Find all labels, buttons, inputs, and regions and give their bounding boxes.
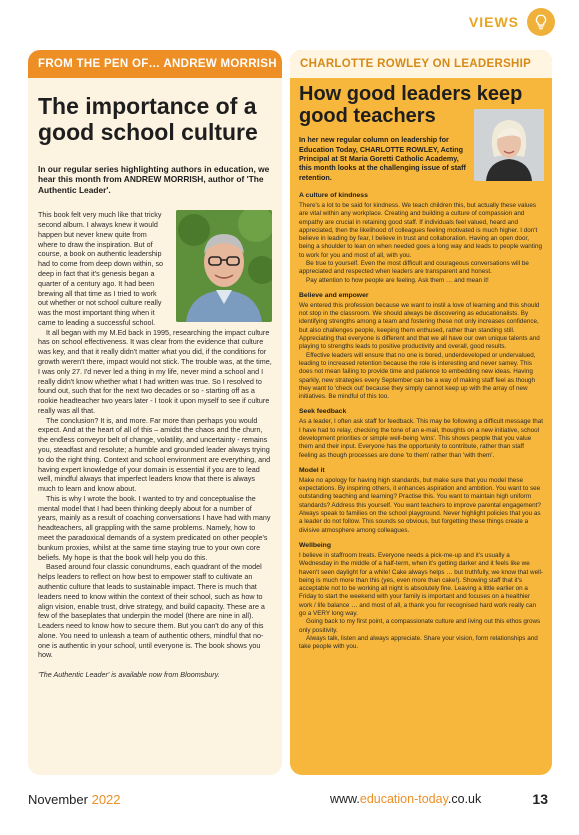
right-article xyxy=(290,50,552,775)
left-article xyxy=(28,50,282,775)
paragraph: I believe in staffroom treats. Everyone needs a pick-me-up and it's usually a Wednesday in the middle of a half-term, when it's getting darker and it feels like we haven't seen daylight for a while! Cake always helps … but truthfully, we know that well-being is much more than this (yes, even more than cake!). Showing staff that it's acceptable not to be working all night is absolutely fine. Leaving a little earlier on a Friday to start the weekend with your family is important and focuses on a healthier work / life balance … and most of all, a thank you for recognised hard work really can go a VERY long way. xyxy=(299,551,543,617)
paragraph: This is why I wrote the book. I wanted to try and conceptualise the mental model that I had been thinking deeply about for a number of years, mainly as a result of coaching conversations I have had with many headteachers, all grappling with the same problems. Namely, how to meet the paradoxical demands of a system predicated on other people's bunkum proxies, whilst at the same time staying true to your own core beliefs. My hope is that the book will help you do this. xyxy=(38,493,271,562)
paragraph: It all began with my M.Ed back in 1995, researching the impact culture has on school effectiveness. It was clear from the evidence that culture was key, and that it really didn't matter what you did, if the conditions for growth weren't there, impact would not stick. The trouble was, at the time, I was only 27. I'd never led a thing in my life, never mind a school and I really didn't know whether what I had written was true. So I resolved to found out, such that for the next two decades or so - starting off as a rookie headteacher two years later - I took it upon myself to see if culture really was all that. xyxy=(38,327,272,415)
paragraph: Always talk, listen and always appreciate. Share your vision, form relationships and take people with you. xyxy=(299,634,538,651)
author-photo xyxy=(176,210,272,322)
left-headline: The importance of a good school culture xyxy=(38,93,258,145)
paragraph: This book felt very much like that tricky second album. I always knew it would happen but never knew quite from where to draw the inspiration. But of course, a book on authentic leadership had to come from deep down within, so deep in fact that it's genesis began a quarter of a century ago. It had been brewing all that time as I tried to work out whether or not school culture really was the most important thing when it came to leading a successful school. xyxy=(38,210,164,327)
section-heading: A culture of kindness xyxy=(299,191,368,199)
url-main: education-today xyxy=(359,792,448,806)
book-credit: 'The Authentic Leader' is available now from Bloomsbury. xyxy=(38,670,220,680)
page-number: 13 xyxy=(532,791,548,807)
right-banner: CHARLOTTE ROWLEY ON LEADERSHIP xyxy=(290,50,552,78)
left-banner: FROM THE PEN OF… ANDREW MORRISH xyxy=(28,50,282,78)
url-prefix: www. xyxy=(330,792,360,806)
paragraph: As a leader, I often ask staff for feedback. This may be following a difficult message that I have had to relay, checking the tone of an e-mail, thoughts on a new initiative, school development priorities or simple well-being 'wins'. This shows people that you value them and their input. Everyone has the opportunity to contribute, rather than staff feeling as though processes are done 'to them' rather than 'with them'. xyxy=(299,418,543,459)
columnist-photo xyxy=(474,109,544,181)
page-footer xyxy=(28,792,552,812)
issue-year: 2022 xyxy=(91,792,121,807)
section-heading: Model it xyxy=(299,466,325,474)
paragraph: Based around four classic conundrums, each quadrant of the model helps leaders to reflect on how best to empower staff to cultivate an authentic culture that leads to sustainable impact. There is much that leaders need to know within the context of their school, such as how to align vision, enable trust, drive strategy, and build capacity. These are a few of the baseplates that underpin the model (there are nine in all). Leaders need to know how to secure them. But you can't do any of this alone. You need to unleash a team of authentic others, mindful that no-one is authentic in your school, until everyone is. The book shows you how. xyxy=(38,562,265,660)
left-standfirst: In our regular series highlighting authors in education, we hear this month from ANDREW MORRISH, author of 'The Authentic Leader'. xyxy=(38,163,270,196)
section-heading: Wellbeing xyxy=(299,541,331,549)
section-heading: Seek feedback xyxy=(299,408,347,416)
issue-date xyxy=(28,792,121,807)
right-headline: How good leaders keep good teachers xyxy=(299,83,523,127)
paragraph: Make no apology for having high standards, but make sure that you model these expectations. By inspiring others, it enhances aspiration and ambition. You want to see outstanding teaching and learning? Practise this. You want to maintain high uniform standards? Address this yourself. You want teachers to improve parental engagement? Always speak to families on the school playground. Never highlight policies that you as a leader do not follow. This sounds so obvious, but forgetting these things create a divisive atmosphere among colleagues. xyxy=(299,476,541,534)
issue-month: November xyxy=(28,792,88,807)
section-label: VIEWS xyxy=(468,14,519,30)
website-link[interactable] xyxy=(330,792,481,806)
left-body xyxy=(38,210,272,680)
url-suffix: .co.uk xyxy=(447,792,482,806)
paragraph: Effective leaders will ensure that no one is bored, underdeveloped or undervalued, leading to increased retention because the role is interesting and never samey. This does not mean failing to provide time and patience to embedding new ideas. Having sparkly, new strategies every September can be a way of making staff feel as though they want to 'check out' because they simply cannot keep up with the array of new initiatives. Be mindful of this too. xyxy=(299,351,536,401)
section-heading: Believe and empower xyxy=(299,291,369,299)
right-standfirst: In her new regular column on leadership for Education Today, CHARLOTTE ROWLEY, Acting Principal at St Maria Goretti Catholic Academy, this month looks at the challenging issue of staff retention. xyxy=(299,135,466,182)
lightbulb-icon xyxy=(527,8,555,36)
paragraph: Pay attention to how people are feeling. Ask them … and mean it! xyxy=(306,276,489,284)
paragraph: The conclusion? It is, and more. Far more than perhaps you would expect. And at the heart of all of this – amidst the chaos and the churn, the endless conveyor belt of change, volatility, and uncertainty - remains you, steadfast and resolute; a humble and grounded leader always trying to do the right thing. Context and school environment are everything, and having expert knowledge of your domain is essential if you are to lead well, mindful always that imperfect leaders know that there is always much to learn and know about. xyxy=(38,415,271,494)
right-body xyxy=(299,192,544,652)
paragraph: Be true to yourself. Even the most difficult and courageous conversations will be appreciated and respected when leaders are transparent and honest. xyxy=(299,260,529,276)
paragraph: Going back to my first point, a compassionate culture and living out this ethos grows only positivity. xyxy=(299,618,541,634)
paragraph: We entered this profession because we want to instil a love of learning and this should not stop in the classroom. We should always be discovering as educationalists. By identifying strengths among a team and fostering these not only increases confidence, but also challenges people, keeping them enthused, rather than standing still. Appreciating that everyone is different and that we all have our own unique talents and playing to strengths leads to positive productivity and overall, good results. xyxy=(299,301,540,351)
paragraph: There's a lot to be said for kindness. We teach children this, but actually these values are vital within any workplace. Creating and building a culture of compassion and empathy are crucial in retaining good staff. If individuals feel valued, heard and appreciated, then the likelihood of colleagues feeling motivated is much higher. I don't believe in leading by fear, I believe in trust and collaboration. Having an open door, being a shoulder to lean on when needed goes a long way and leads to people wanting to work for you and most of all, with you. xyxy=(299,201,542,259)
